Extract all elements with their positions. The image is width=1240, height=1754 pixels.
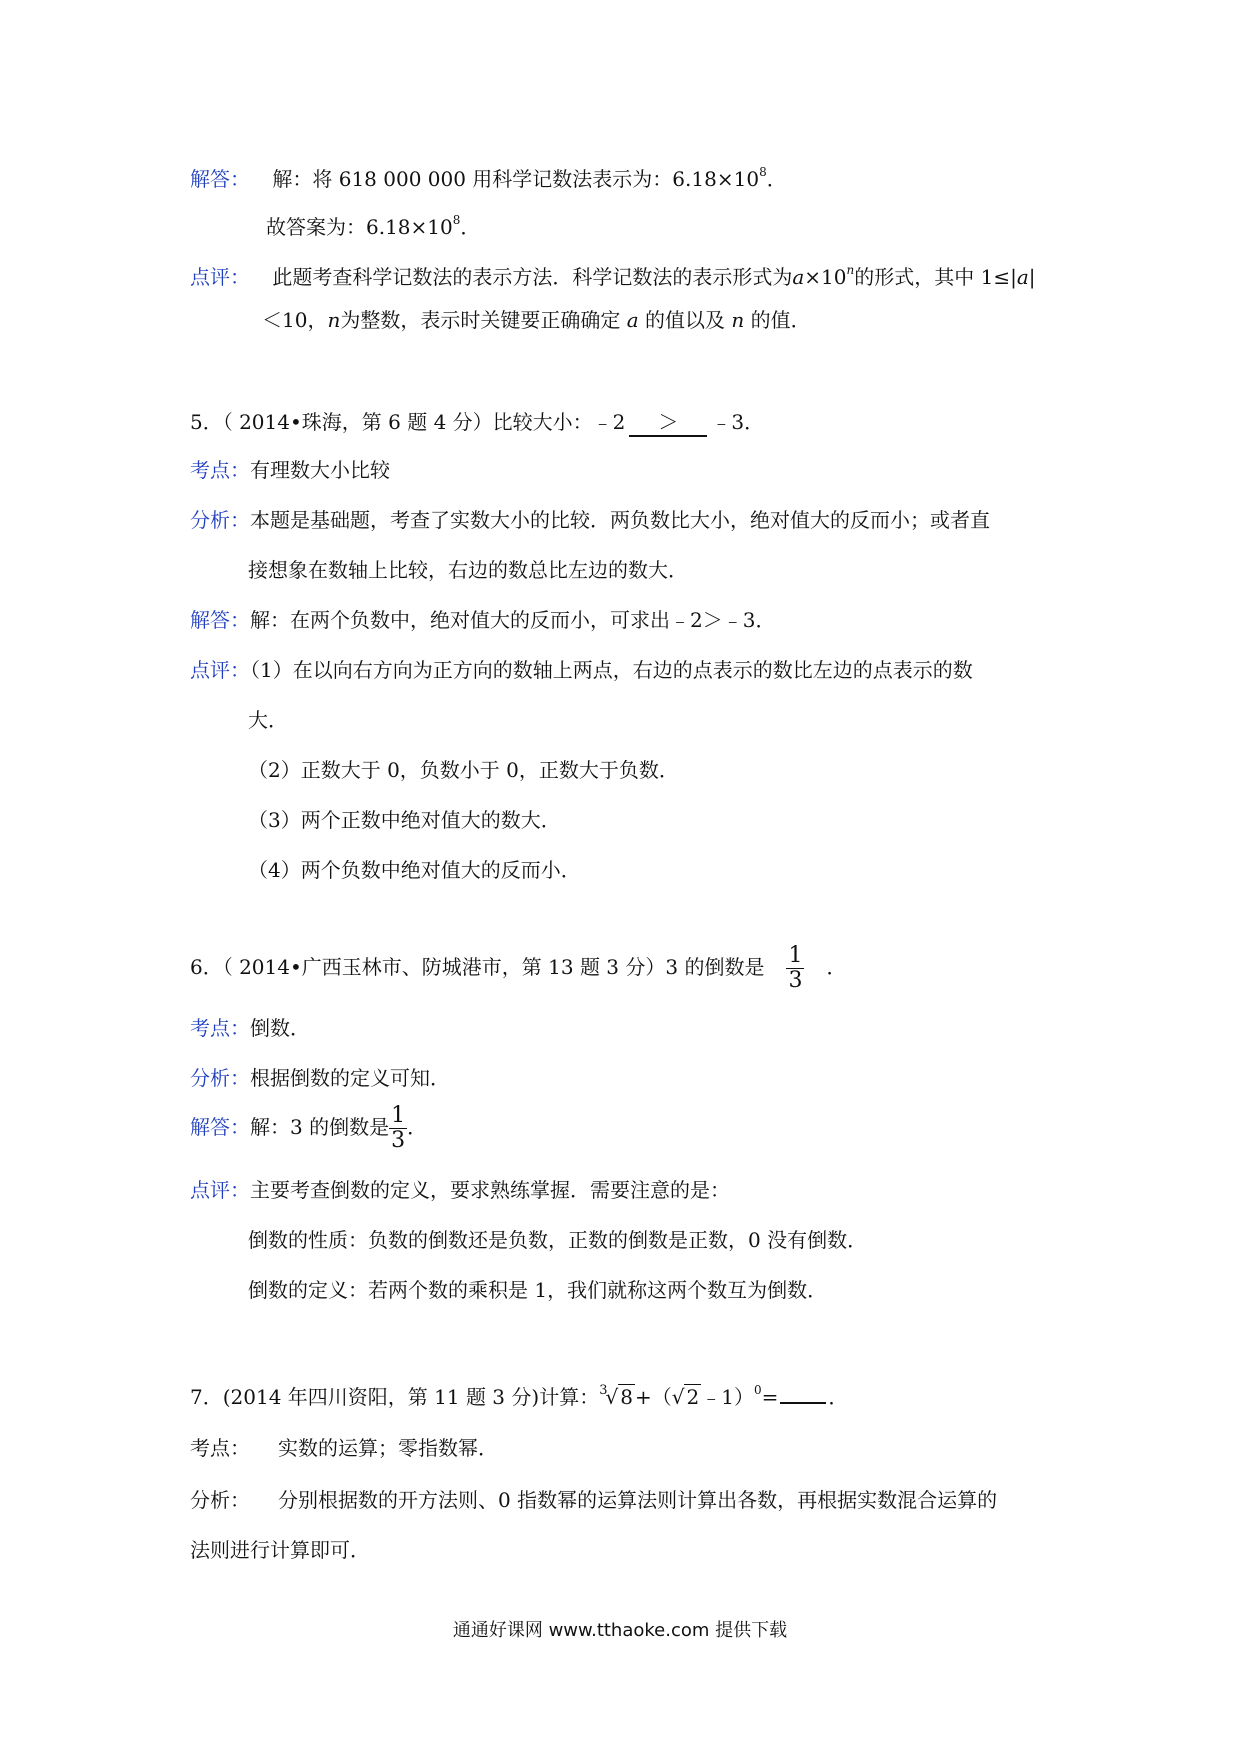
- cube-root: $^3$√ 8: [599, 1383, 633, 1409]
- jieda-text: 解：将 618 000 000 用科学记数法表示为：$6.18\times 10^8$．: [272, 165, 787, 191]
- q5-fenxi-row: 分析：本题是基础题，考查了实数大小的比较．两负数比大小，绝对值大的反而小；或者直: [190, 508, 990, 532]
- q6-dianping-row-2: 倒数的性质：负数的倒数还是负数，正数的倒数是正数，0 没有倒数．: [248, 1228, 868, 1252]
- page-footer: 通通好课网 www.tthaoke.com 提供下载: [452, 1620, 788, 1641]
- q5-dianping-row-3: （3）两个正数中绝对值大的数大．: [248, 808, 561, 832]
- jieda-label: 解答：: [190, 167, 250, 191]
- q5-fenxi-row-2: 接想象在数轴上比较，右边的数总比左边的数大．: [248, 558, 688, 582]
- q6-kaodian-row: 考点：倒数．: [190, 1016, 310, 1040]
- q6-dianping-row-3: 倒数的定义：若两个数的乘积是 1，我们就称这两个数互为倒数．: [248, 1278, 828, 1302]
- question-7-stem: 7．(2014 年四川资阳，第 11 题 3 分)计算：$^3$√ 8 +（√ 2 ﹣1）$^0$= ．: [190, 1376, 848, 1415]
- q6-fenxi-row: 分析：根据倒数的定义可知．: [190, 1066, 450, 1090]
- q5-dianping-row-2: （2）正数大于 0，负数小于 0，正数大于负数．: [248, 758, 679, 782]
- answer-blank: ＞: [629, 409, 707, 437]
- question-6-stem: 6．（ 2014•广西玉林市、防城港市，第 13 题 3 分）3 的倒数是 $\frac{1}{3}$ ．: [190, 943, 847, 993]
- q5-dianping-row-1b: 大．: [248, 708, 288, 732]
- q5-dianping-row-4: （4）两个负数中绝对值大的反而小．: [248, 858, 581, 882]
- q5-jieda-row: 解答：解：在两个负数中，绝对值大的反而小，可求出﹣2＞﹣3．: [190, 608, 776, 632]
- question-5-stem: 5．（ 2014•珠海，第 6 题 4 分）比较大小：﹣2 ＞ ﹣3．: [190, 408, 764, 437]
- answer-blank: [766, 944, 824, 993]
- dianping-row-p1-2: ＜10，n为整数，表示时关键要正确确定 a 的值以及 n 的值．: [262, 308, 811, 332]
- q5-kaodian-row: 考点：有理数大小比较: [190, 458, 390, 482]
- answer-blank: [780, 1402, 826, 1404]
- jieda-row-p1: [190, 158, 787, 193]
- fraction: $\frac{1}{3}$: [391, 1103, 406, 1153]
- q7-kaodian-row: 考点： 实数的运算；零指数幂．: [190, 1436, 498, 1460]
- dianping-row-p1: 点评： 此题考查科学记数法的表示方法．科学记数法的表示形式为$a\times 10^n$的形式，其中 1≤|a|: [190, 263, 1036, 289]
- square-root: √ 2: [671, 1385, 700, 1409]
- fraction: $\frac{1}{3}$: [788, 943, 803, 993]
- dianping-label: 点评：: [190, 265, 250, 289]
- q6-dianping-row: 点评：主要考查倒数的定义，要求熟练掌握．需要注意的是：: [190, 1178, 730, 1202]
- q7-fenxi-row: 分析： 分别根据数的开方法则、0 指数幂的运算法则计算出各数，再根据实数混合运算的: [190, 1488, 998, 1512]
- answer-row-p1: 故答案为：$6.18\times 10^8$．: [266, 213, 481, 239]
- q5-dianping-row: 点评：（1）在以向右方向为正方向的数轴上两点，右边的点表示的数比左边的点表示的数: [190, 658, 973, 682]
- q6-jieda-row: 解答：解：3 的倒数是 $\frac{1}{3}$ ．: [190, 1103, 428, 1153]
- q7-fenxi-row-2: 法则进行计算即可．: [190, 1538, 370, 1562]
